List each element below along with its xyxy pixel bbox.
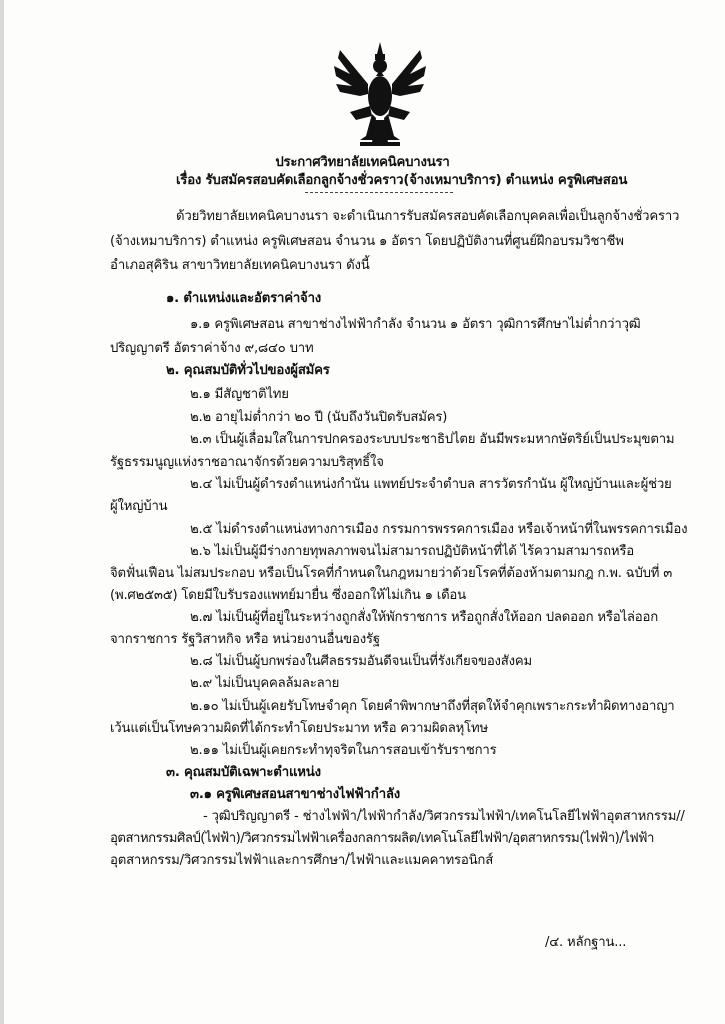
intro-line: ด้วยวิทยาลัยเทคนิคบางนรา จะดำเนินการรับสมัครสอบคัดเลือกบุคคลเพื่อเป็นลูกจ้างชั่วคราว	[176, 209, 680, 224]
section-line: ๒.๓ เป็นผู้เลื่อมใสในการปกครองระบบประชาธิปไตย อันมีพระมหากษัตริย์เป็นประมุขตาม	[190, 432, 675, 447]
section-line: (พ.ศ๒๕๓๕) โดยมีใบรับรองแพทย์มายื่น ซึ่งออกให้ไม่เกิน ๑ เดือน	[110, 588, 466, 603]
garuda-emblem-icon	[330, 40, 430, 150]
section-line: ๒.๗ ไม่เป็นผู้ที่อยู่ในระหว่างถูกสั่งให้พักราชการ หรือถูกสั่งให้ออก ปลดออก หรือไล่ออก	[190, 610, 658, 625]
separator-line	[305, 192, 453, 193]
section-heading: ๓. คุณสมบัติเฉพาะตำแหน่ง	[166, 765, 321, 780]
section-line: - วุฒิปริญญาตรี - ช่างไฟฟ้า/ไฟฟ้ากำลัง/วิศวกรรมไฟฟ้า/เทคโนโลยีไฟฟ้าอุตสาหกรรม//	[203, 809, 685, 824]
section-line: ๒.๖ ไม่เป็นผู้มีร่างกายทุพลภาพจนไม่สามารถปฏิบัติหน้าที่ได้ ไร้ความสามารถหรือ	[190, 544, 634, 559]
section-line: เว้นแต่เป็นโทษความผิดที่ได้กระทำโดยประมาท หรือ ความผิดลหุโทษ	[110, 721, 488, 736]
continuation-note: /๔. หลักฐาน...	[545, 935, 627, 950]
section-line: ๒.๙ ไม่เป็นบุคคลล้มละลาย	[190, 676, 340, 691]
section-line: จิตฟั่นเฟือน ไม่สมประกอบ หรือเป็นโรคที่กำหนดในกฎหมายว่าด้วยโรคที่ต้องห้ามตามกฎ ก.พ. ฉบับที่ ๓	[110, 566, 673, 581]
section-line: ๒.๑๑ ไม่เป็นผู้เคยกระทำทุจริตในการสอบเข้ารับราชการ	[190, 743, 497, 758]
section-line: ๒.๒ อายุไม่ต่ำกว่า ๒๐ ปี (นับถึงวันปิดรับสมัคร)	[190, 410, 448, 425]
intro-line: (จ้างเหมาบริการ) ตำแหน่ง ครูพิเศษสอน จำนวน ๑ อัตรา โดยปฏิบัติงานที่ศูนย์ฝึกอบรมวิชาชีพ	[110, 234, 624, 249]
section-line: รัฐธรรมนูญแห่งราชอาณาจักรด้วยความบริสุทธิ์ใจ	[110, 455, 384, 470]
section-line: ปริญญาตรี อัตราค่าจ้าง ๙,๘๔๐ บาท	[110, 341, 314, 356]
section-line: อุตสาหกรรมศิลป์(ไฟฟ้า)/วิศวกรรมไฟฟ้าเครื่องกลการผลิต/เทคโนโลยีไฟฟ้า/อุตสาหกรรม(ไฟฟ้า)/ไฟฟ้า	[110, 831, 654, 846]
section-line: ๒.๑๐ ไม่เป็นผู้เคยรับโทษจำคุก โดยคำพิพากษาถึงที่สุดให้จำคุกเพราะกระทำผิดทางอาญา	[190, 699, 675, 714]
subject-line: เรื่อง รับสมัครสอบคัดเลือกลูกจ้างชั่วคราว(จ้างเหมาบริการ) ตำแหน่ง ครูพิเศษสอน	[176, 173, 628, 188]
section-line: ๒.๑ มีสัญชาติไทย	[190, 387, 289, 402]
section-heading: ๒. คุณสมบัติทั่วไปของผู้สมัคร	[166, 363, 330, 378]
section-line: ๒.๕ ไม่ดำรงตำแหน่งทางการเมือง กรรมการพรรคการเมือง หรือเจ้าหน้าที่ในพรรคการเมือง	[190, 522, 688, 537]
section-line: ผู้ใหญ่บ้าน	[110, 499, 168, 514]
section-line: ๑.๑ ครูพิเศษสอน สาขาช่างไฟฟ้ากำลัง จำนวน ๑ อัตรา วุฒิการศึกษาไม่ต่ำกว่าวุฒิ	[190, 317, 641, 332]
section-line: อุตสาหกรรม/วิศวกรรมไฟฟ้าและการศึกษา/ไฟฟ้าและแมคคาทรอนิกส์	[110, 853, 494, 868]
intro-line: อำเภอสุคิริน สาขาวิทยาลัยเทคนิคบางนรา ดังนี้	[110, 258, 370, 273]
page-title: ประกาศวิทยาลัยเทคนิคบางนรา	[275, 155, 450, 170]
section-line: ๒.๔ ไม่เป็นผู้ดำรงตำแหน่งกำนัน แพทย์ประจำตำบล สารวัตรกำนัน ผู้ใหญ่บ้านและผู้ช่วย	[190, 477, 672, 492]
section-subheading: ๓.๑ ครูพิเศษสอนสาขาช่างไฟฟ้ากำลัง	[190, 787, 401, 802]
section-heading: ๑. ตำแหน่งและอัตราค่าจ้าง	[166, 291, 322, 306]
section-line: ๒.๘ ไม่เป็นผู้บกพร่องในศีลธรรมอันดีจนเป็นที่รังเกียจของสังคม	[190, 654, 532, 669]
section-line: จากราชการ รัฐวิสาหกิจ หรือ หน่วยงานอื่นของรัฐ	[110, 632, 380, 647]
